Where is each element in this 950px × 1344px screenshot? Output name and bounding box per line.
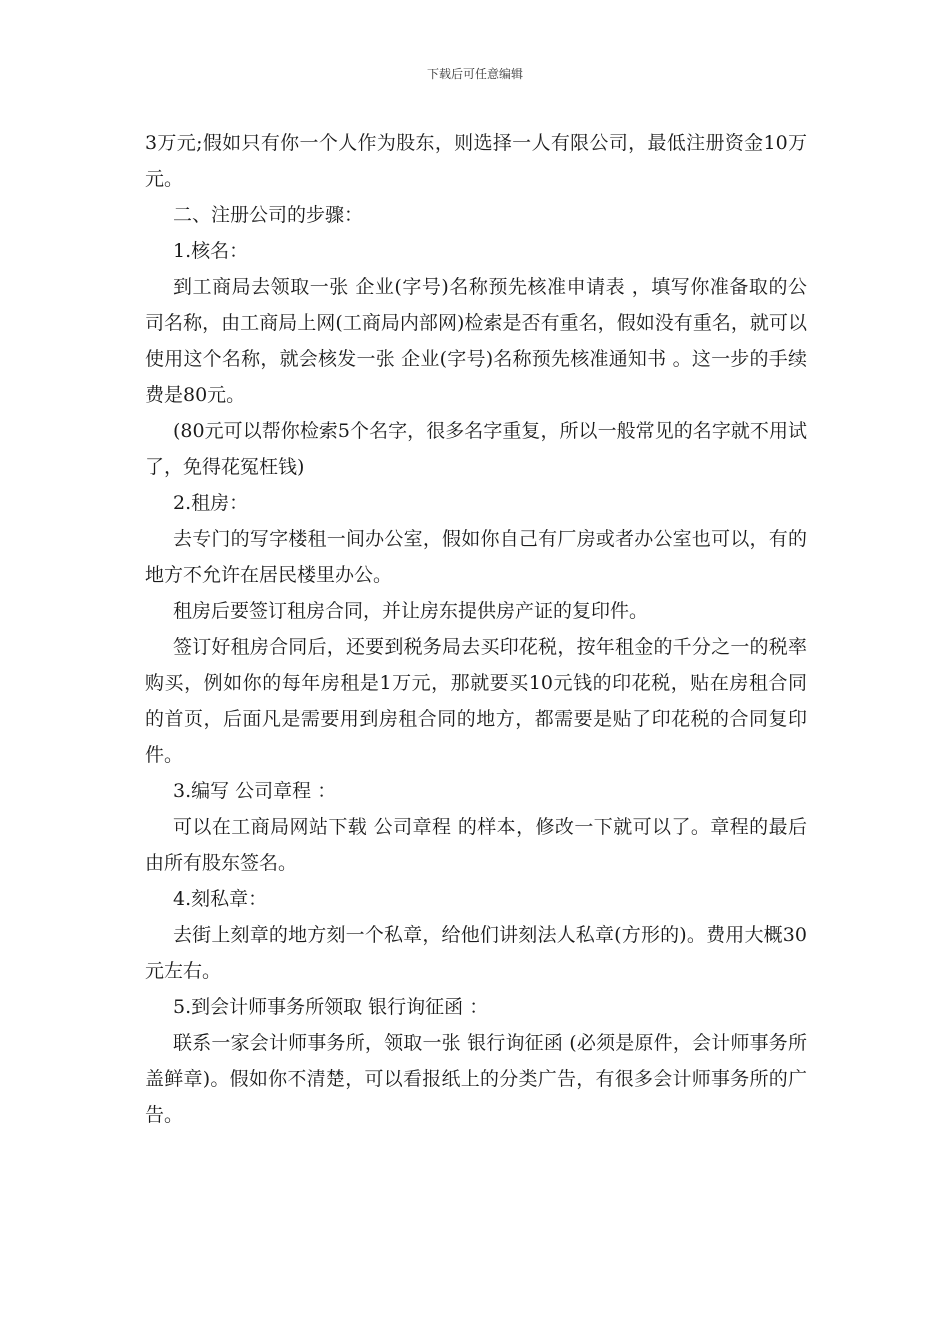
paragraph-private-seal: 去街上刻章的地方刻一个私章，给他们讲刻法人私章(方形的)。费用大概30元左右。 [145,924,807,982]
step-heading-private-seal: 4.刻私章： [173,888,268,910]
step-heading-articles: 3.编写 公司章程 ： [173,780,337,802]
paragraph-name-check: 到工商局去领取一张 企业(字号)名称预先核准申请表 ，填写你准备取的公司名称，由工商局上网(工商局内部网)检索是否有重名，假如没有重名，就可以使用这个名称，就会核发一张 企业(字号)名称预先核准通知书 。这一步的手续费是80元。 [145,276,807,406]
page-header-note: 下载后可任意编辑 [426,67,523,81]
step-heading-rent-office: 2.租房： [173,492,249,514]
paragraph-rent-office: 去专门的写字楼租一间办公室，假如你自己有厂房或者办公室也可以，有的地方不允许在居民楼里办公。 [145,528,807,586]
step-heading-name-check: 1.核名： [173,240,249,262]
paragraph-articles: 可以在工商局网站下载 公司章程 的样本，修改一下就可以了。章程的最后由所有股东签名。 [145,816,807,874]
paragraph-bank-inquiry: 联系一家会计师事务所，领取一张 银行询征函 (必须是原件，会计师事务所盖鲜章)。假如你不清楚，可以看报纸上的分类广告，有很多会计师事务所的广告。 [145,1032,807,1126]
paragraph-stamp-tax: 签订好租房合同后，还要到税务局去买印花税，按年租金的千分之一的税率购买，例如你的每年房租是1万元，那就要买10元钱的印花税，贴在房租合同的首页，后面凡是需要用到房租合同的地方，都需要是贴了印花税的合同复印件。 [145,636,807,766]
paragraph-name-check-note: (80元可以帮你检索5个名字，很多名字重复，所以一般常见的名字就不用试了，免得花冤枉钱) [145,420,807,478]
document-body [145,125,807,1133]
paragraph-lease-contract: 租房后要签订租房合同，并让房东提供房产证的复印件。 [173,600,649,622]
step-heading-bank-inquiry: 5.到会计师事务所领取 银行询征函 ： [173,996,489,1018]
paragraph-registered-capital: 3万元;假如只有你一个人作为股东，则选择一人有限公司，最低注册资金10万元。 [145,132,807,190]
section-heading-registration-steps: 二、注册公司的步骤： [173,204,364,226]
